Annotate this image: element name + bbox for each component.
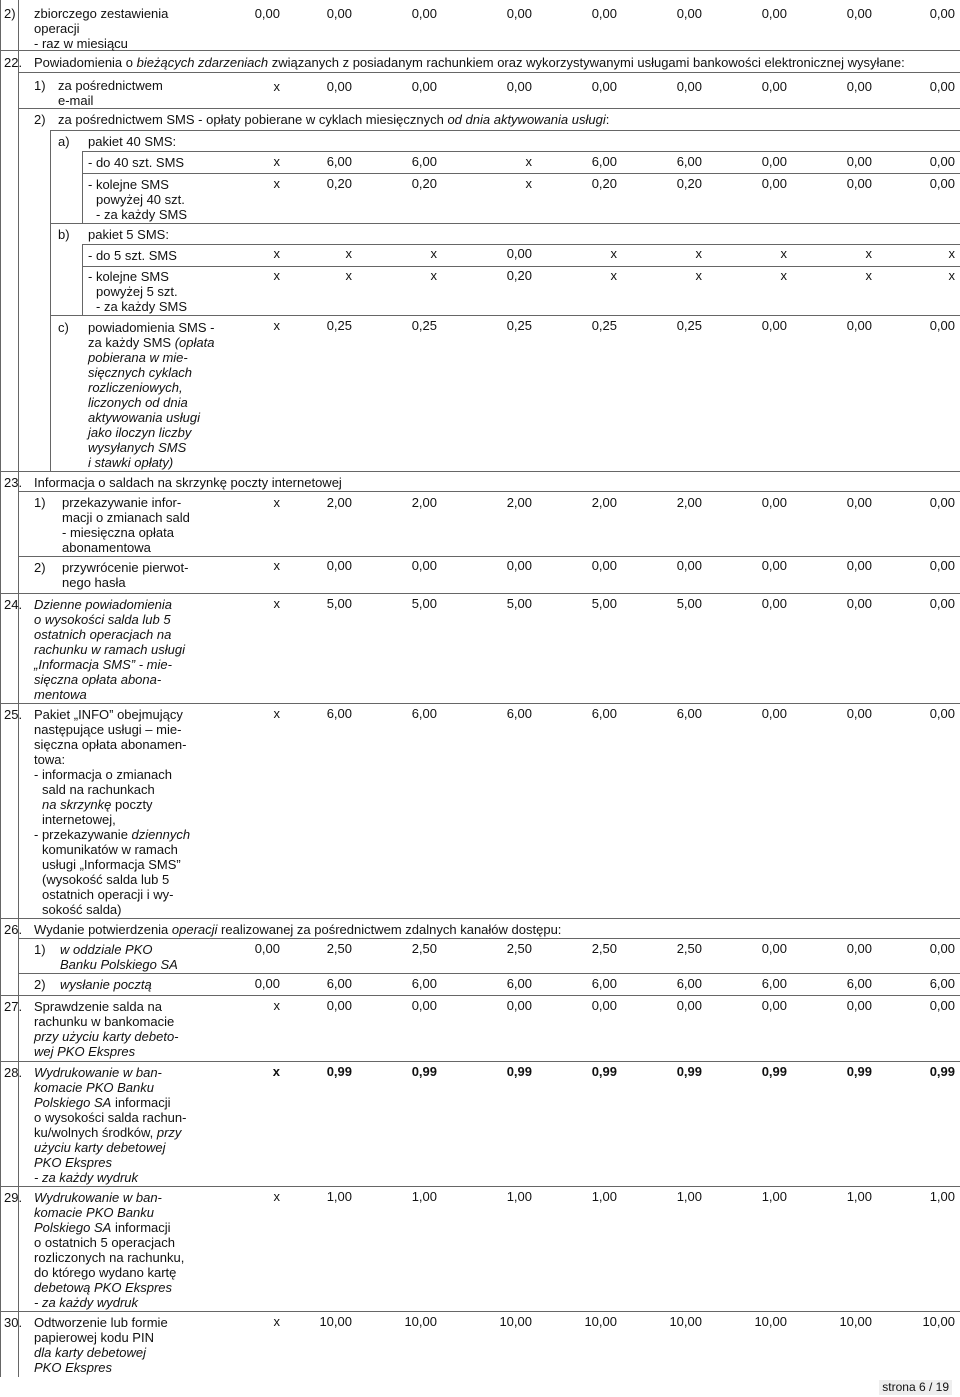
section-label: sięczna opłata abonamen- (34, 737, 187, 752)
row-label: zbiorczego zestawienia (34, 6, 169, 21)
value-cell: 0,00 (506, 6, 532, 21)
value-cell: 0,00 (846, 6, 872, 21)
row-label: powyżej 40 szt. (96, 192, 185, 207)
section-label: rozliczonych na rachunku, (34, 1250, 185, 1265)
divider (0, 1311, 960, 1312)
section-label: użyciu karty debetowej (34, 1140, 166, 1155)
value-cell: x (948, 246, 955, 261)
value-cell: x (430, 268, 437, 283)
value-cell: 0,00 (326, 998, 352, 1013)
value-cell: 0,00 (846, 154, 872, 169)
value-cell: 0,00 (254, 976, 280, 991)
section-title: Informacja o saldach na skrzynkę poczty internetowej (34, 475, 342, 490)
section-label: PKO Ekspres (34, 1155, 113, 1170)
section-label: internetowej, (42, 812, 116, 827)
value-cell: 0,00 (846, 176, 872, 191)
value-cell: 6,00 (326, 976, 352, 991)
value-cell: x (865, 246, 872, 261)
row-label: - za każdy SMS (96, 207, 188, 222)
row-number: 1) (34, 78, 46, 93)
value-cell: 0,00 (929, 154, 955, 169)
section-label: towa: (34, 752, 66, 767)
divider (18, 938, 960, 939)
section-label: o ostatnich 5 operacjach (34, 1235, 175, 1250)
section-label: mentowa (34, 687, 87, 702)
value-cell: 0,00 (591, 998, 617, 1013)
divider (0, 471, 960, 472)
row-number: 2) (4, 6, 16, 21)
section-label: „Informacja SMS” - mie- (34, 657, 172, 672)
value-cell: x (780, 268, 787, 283)
value-cell: 0,99 (846, 1064, 872, 1079)
value-cell: 10,00 (499, 1314, 532, 1329)
value-cell: 6,00 (846, 976, 872, 991)
section-label: wej PKO Ekspres (34, 1044, 136, 1059)
row-label: wysyłanych SMS (88, 440, 187, 455)
section-label: Polskiego SA informacji (34, 1220, 171, 1235)
value-cell: 0,25 (591, 318, 617, 333)
section-label: na skrzynkę poczty (42, 797, 153, 812)
value-cell: 0,00 (929, 706, 955, 721)
row-label: - za każdy SMS (96, 299, 188, 314)
value-cell: 0,00 (506, 558, 532, 573)
value-cell: 6,00 (676, 154, 702, 169)
value-cell: 0,00 (411, 558, 437, 573)
row-label: sięcznych cyklach (88, 365, 193, 380)
section-number: 27. (4, 999, 23, 1014)
value-cell: 0,00 (929, 941, 955, 956)
value-cell: 0,20 (506, 268, 532, 283)
value-cell: x (273, 268, 280, 283)
section-label: ostatnich operacjach na (34, 627, 172, 642)
section-label: dla karty debetowej (34, 1345, 147, 1360)
value-cell: 0,00 (254, 941, 280, 956)
section-label: rachunku w bankomacie (34, 1014, 175, 1029)
value-cell: 2,00 (506, 495, 532, 510)
divider (82, 244, 960, 245)
section-label: papierowej kodu PIN (34, 1330, 154, 1345)
value-cell: 2,50 (411, 941, 437, 956)
row-label: Banku Polskiego SA (60, 957, 178, 972)
value-cell: x (865, 268, 872, 283)
value-cell: 1,00 (591, 1189, 617, 1204)
value-cell: 0,00 (761, 154, 787, 169)
value-cell: 0,00 (929, 79, 955, 94)
row-label: wysłanie pocztą (60, 977, 152, 992)
value-cell: 0,00 (411, 998, 437, 1013)
value-cell: 0,00 (846, 495, 872, 510)
value-cell: 5,00 (411, 596, 437, 611)
section-label: (wysokość salda lub 5 (42, 872, 170, 887)
section-label: Dzienne powiadomienia (34, 597, 173, 612)
value-cell: x (695, 246, 702, 261)
value-cell: x (273, 596, 280, 611)
section-label: ku/wolnych środków, przy (34, 1125, 182, 1140)
value-cell: 0,00 (326, 558, 352, 573)
value-cell: 2,50 (591, 941, 617, 956)
row-number: b) (58, 227, 70, 242)
value-cell: 2,50 (676, 941, 702, 956)
section-label: o wysokości salda lub 5 (34, 612, 171, 627)
value-cell: 10,00 (319, 1314, 352, 1329)
value-cell: 2,00 (326, 495, 352, 510)
value-cell: 6,00 (326, 706, 352, 721)
value-cell: 0,00 (506, 998, 532, 1013)
value-cell: 2,50 (326, 941, 352, 956)
section-label: rachunku w ramach usługi (34, 642, 186, 657)
divider (18, 108, 960, 109)
value-cell: x (345, 246, 352, 261)
divider (0, 593, 960, 594)
value-cell: x (273, 706, 280, 721)
divider (50, 130, 960, 131)
value-cell: x (273, 176, 280, 191)
value-cell: 0,00 (846, 706, 872, 721)
divider (0, 50, 960, 51)
value-cell: x (273, 495, 280, 510)
value-cell: 0,25 (676, 318, 702, 333)
value-cell: x (272, 1064, 280, 1079)
value-cell: 0,20 (676, 176, 702, 191)
section-title: Powiadomienia o bieżących zdarzeniach związanych z posiadanym rachunkiem oraz wykorzystywanymi usługami bankowości elektronicznej wysyłane: (34, 55, 905, 70)
value-cell: 0,25 (411, 318, 437, 333)
row-label: pakiet 5 SMS: (88, 227, 169, 242)
value-cell: x (273, 79, 280, 94)
value-cell: 6,00 (411, 706, 437, 721)
row-label: rozliczeniowych, (88, 380, 183, 395)
row-label: powiadomienia SMS - (88, 320, 215, 335)
row-label: przekazywanie infor- (62, 495, 182, 510)
section-label: przy użyciu karty debeto- (34, 1029, 179, 1044)
row-label: - miesięczna opłata (62, 525, 174, 540)
value-cell: 10,00 (754, 1314, 787, 1329)
divider (18, 0, 19, 1377)
row-number: 2) (34, 977, 46, 992)
value-cell: x (273, 558, 280, 573)
row-label: - kolejne SMS (88, 177, 169, 192)
value-cell: 0,99 (411, 1064, 437, 1079)
divider (18, 491, 960, 492)
value-cell: 0,00 (846, 558, 872, 573)
section-label: - za każdy wydruk (34, 1170, 139, 1185)
divider (18, 973, 960, 974)
divider (50, 130, 51, 471)
value-cell: 6,00 (761, 976, 787, 991)
value-cell: 0,00 (929, 998, 955, 1013)
page-number: strona 6 / 19 (879, 1380, 952, 1395)
value-cell: 0,00 (761, 998, 787, 1013)
value-cell: 0,00 (929, 596, 955, 611)
section-title: Wydanie potwierdzenia operacji realizowanej za pośrednictwem zdalnych kanałów dostępu: (34, 922, 562, 937)
row-label: w oddziale PKO (60, 942, 153, 957)
value-cell: 0,00 (846, 79, 872, 94)
value-cell: x (948, 268, 955, 283)
row-label: - raz w miesiącu (34, 36, 128, 51)
value-cell: 0,99 (929, 1064, 955, 1079)
value-cell: 6,00 (506, 976, 532, 991)
row-label: nego hasła (62, 575, 126, 590)
value-cell: 0,00 (929, 6, 955, 21)
value-cell: 10,00 (839, 1314, 872, 1329)
value-cell: x (525, 154, 532, 169)
section-label: sald na rachunkach (42, 782, 155, 797)
value-cell: 0,20 (591, 176, 617, 191)
divider (0, 995, 960, 996)
row-number: 1) (34, 495, 46, 510)
row-label: - do 40 szt. SMS (88, 155, 185, 170)
value-cell: 0,00 (761, 495, 787, 510)
value-cell: 0,00 (591, 79, 617, 94)
value-cell: x (273, 154, 280, 169)
value-cell: 0,00 (846, 941, 872, 956)
value-cell: 0,00 (761, 318, 787, 333)
value-cell: 0,99 (506, 1064, 532, 1079)
value-cell: x (345, 268, 352, 283)
section-label: następujące usługi – mie- (34, 722, 182, 737)
divider (0, 0, 1, 1377)
row-label: przywrócenie pierwot- (62, 560, 189, 575)
row-label: za pośrednictwem SMS - opłaty pobierane w cyklach miesięcznych od dnia aktywowania usługi: (58, 112, 610, 127)
section-label: komunikatów w ramach (42, 842, 178, 857)
section-number: 22. (4, 55, 23, 70)
row-label: liczonych od dnia (88, 395, 188, 410)
divider (50, 223, 960, 224)
divider (50, 315, 960, 316)
value-cell: 1,00 (761, 1189, 787, 1204)
value-cell: 0,00 (591, 6, 617, 21)
value-cell: 6,00 (591, 976, 617, 991)
value-cell: 6,00 (929, 976, 955, 991)
row-number: 2) (34, 112, 46, 127)
divider (0, 703, 960, 704)
value-cell: 0,00 (761, 558, 787, 573)
section-label: Wydrukowanie w ban- (34, 1065, 162, 1080)
section-label: Odtworzenie lub formie (34, 1315, 168, 1330)
row-label: jako iloczyn liczby (88, 425, 192, 440)
divider (0, 1061, 960, 1062)
value-cell: 10,00 (584, 1314, 617, 1329)
value-cell: 1,00 (326, 1189, 352, 1204)
value-cell: 0,00 (254, 6, 280, 21)
value-cell: x (780, 246, 787, 261)
section-label: usługi „Informacja SMS” (42, 857, 181, 872)
value-cell: 0,00 (676, 6, 702, 21)
divider (82, 151, 960, 152)
value-cell: 10,00 (404, 1314, 437, 1329)
value-cell: 0,00 (846, 998, 872, 1013)
value-cell: 0,99 (591, 1064, 617, 1079)
section-label: - informacja o zmianach (34, 767, 172, 782)
section-number: 23. (4, 475, 23, 490)
row-label: za każdy SMS (opłata (88, 335, 215, 350)
value-cell: 0,00 (506, 246, 532, 261)
section-label: sięczna opłata abona- (34, 672, 162, 687)
section-label: - przekazywanie dziennych (34, 827, 191, 842)
section-number: 29. (4, 1190, 23, 1205)
divider (18, 72, 960, 73)
row-label: aktywowania usługi (88, 410, 201, 425)
value-cell: 0,00 (676, 79, 702, 94)
value-cell: 2,00 (591, 495, 617, 510)
section-number: 24. (4, 597, 23, 612)
value-cell: 1,00 (411, 1189, 437, 1204)
value-cell: 1,00 (846, 1189, 872, 1204)
value-cell: 10,00 (669, 1314, 702, 1329)
value-cell: x (695, 268, 702, 283)
value-cell: 5,00 (676, 596, 702, 611)
row-number: 1) (34, 942, 46, 957)
section-label: PKO Ekspres (34, 1360, 113, 1375)
value-cell: 0,25 (506, 318, 532, 333)
section-label: komacie PKO Banku (34, 1205, 154, 1220)
value-cell: 0,20 (326, 176, 352, 191)
section-label: Sprawdzenie salda na (34, 999, 162, 1014)
row-label: abonamentowa (62, 540, 151, 555)
divider (82, 244, 83, 315)
value-cell: 1,00 (929, 1189, 955, 1204)
row-number: c) (58, 320, 69, 335)
value-cell: 2,50 (506, 941, 532, 956)
section-number: 30. (4, 1315, 23, 1330)
divider (82, 266, 960, 267)
value-cell: 2,00 (676, 495, 702, 510)
section-label: ostatnich operacji i wy- (42, 887, 174, 902)
row-label: e-mail (58, 93, 94, 108)
value-cell: 6,00 (326, 154, 352, 169)
value-cell: 0,00 (761, 6, 787, 21)
value-cell: 0,00 (326, 79, 352, 94)
value-cell: 5,00 (326, 596, 352, 611)
value-cell: 2,00 (411, 495, 437, 510)
row-label: operacji (34, 21, 80, 36)
value-cell: 10,00 (922, 1314, 955, 1329)
value-cell: 0,00 (411, 79, 437, 94)
divider (18, 556, 960, 557)
divider (0, 918, 960, 919)
value-cell: 0,25 (326, 318, 352, 333)
value-cell: 6,00 (591, 706, 617, 721)
value-cell: 5,00 (591, 596, 617, 611)
row-number: a) (58, 134, 70, 149)
value-cell: 0,99 (326, 1064, 352, 1079)
row-label: pakiet 40 SMS: (88, 134, 177, 149)
value-cell: x (273, 1189, 280, 1204)
value-cell: x (273, 1314, 280, 1329)
value-cell: x (430, 246, 437, 261)
section-label: Polskiego SA informacji (34, 1095, 171, 1110)
value-cell: 0,00 (846, 318, 872, 333)
value-cell: 0,00 (761, 941, 787, 956)
value-cell: 6,00 (411, 154, 437, 169)
value-cell: 6,00 (676, 706, 702, 721)
row-label: i stawki opłaty) (88, 455, 174, 470)
row-label: powyżej 5 szt. (96, 284, 178, 299)
section-number: 26. (4, 922, 23, 937)
value-cell: 0,99 (761, 1064, 787, 1079)
value-cell: 0,00 (506, 79, 532, 94)
section-label: - za każdy wydruk (34, 1295, 139, 1310)
value-cell: 0,00 (761, 79, 787, 94)
row-number: 2) (34, 560, 46, 575)
row-label: - do 5 szt. SMS (88, 248, 177, 263)
value-cell: 0,00 (929, 318, 955, 333)
value-cell: 0,00 (761, 596, 787, 611)
value-cell: 1,00 (676, 1189, 702, 1204)
value-cell: x (610, 246, 617, 261)
value-cell: 0,00 (676, 998, 702, 1013)
divider (0, 1186, 960, 1187)
section-label: do którego wydano kartę (34, 1265, 177, 1280)
section-number: 25. (4, 707, 23, 722)
row-label: za pośrednictwem (58, 78, 163, 93)
value-cell: 0,00 (761, 176, 787, 191)
value-cell: 0,20 (411, 176, 437, 191)
divider (82, 173, 960, 174)
value-cell: 5,00 (506, 596, 532, 611)
value-cell: 0,00 (929, 495, 955, 510)
section-number: 28. (4, 1065, 23, 1080)
value-cell: 1,00 (506, 1189, 532, 1204)
section-label: debetową PKO Ekspres (34, 1280, 173, 1295)
divider (82, 151, 83, 223)
section-label: sokość salda) (42, 902, 122, 917)
row-label: - kolejne SMS (88, 269, 169, 284)
value-cell: 6,00 (591, 154, 617, 169)
value-cell: 0,00 (929, 558, 955, 573)
value-cell: 0,00 (676, 558, 702, 573)
value-cell: 6,00 (676, 976, 702, 991)
value-cell: x (525, 176, 532, 191)
value-cell: 0,00 (411, 6, 437, 21)
section-label: komacie PKO Banku (34, 1080, 154, 1095)
value-cell: 0,00 (326, 6, 352, 21)
value-cell: 0,00 (846, 596, 872, 611)
value-cell: 0,00 (761, 706, 787, 721)
value-cell: 6,00 (506, 706, 532, 721)
row-label: pobierana w mie- (88, 350, 188, 365)
value-cell: 6,00 (411, 976, 437, 991)
value-cell: x (273, 246, 280, 261)
value-cell: x (273, 998, 280, 1013)
row-label: macji o zmianach sald (62, 510, 190, 525)
value-cell: 0,00 (929, 176, 955, 191)
value-cell: x (610, 268, 617, 283)
value-cell: x (273, 318, 280, 333)
section-label: Pakiet „INFO” obejmujący (34, 707, 183, 722)
value-cell: 0,00 (591, 558, 617, 573)
section-label: o wysokości salda rachun- (34, 1110, 187, 1125)
value-cell: 0,99 (676, 1064, 702, 1079)
section-label: Wydrukowanie w ban- (34, 1190, 162, 1205)
